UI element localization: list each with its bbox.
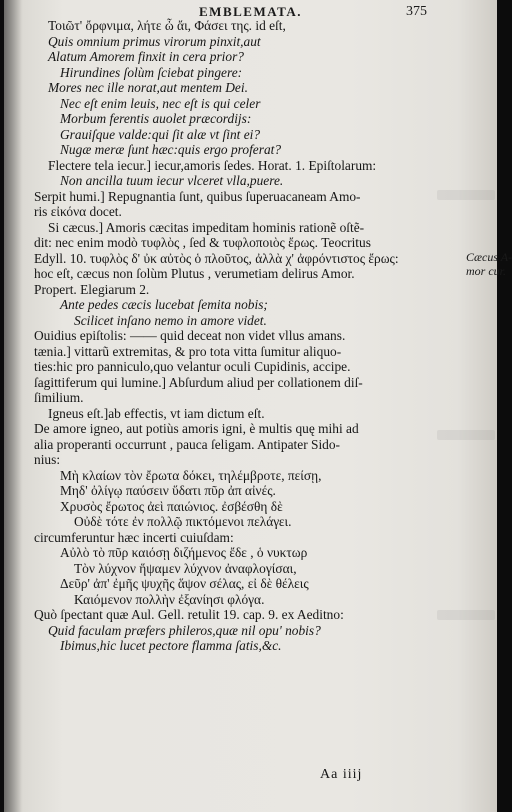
text-line: Igneus eſt.]ab effectis, vt iam dictum eſt. (48, 405, 265, 421)
text-line: Quis omnium primus virorum pinxit,aut (48, 33, 261, 49)
text-line: Propert. Elegiarum 2. (34, 281, 150, 297)
margin-note-line: Cæcus A- (466, 250, 512, 264)
text-line: Δεῦρ' ἀπ' ἐμῆς ψυχῆς ἅψον σέλας, εἰ δὲ θέλεις (60, 576, 309, 591)
text-line: Οὐδὲ τότε ἐν πολλῷ πικτόμενοι πελάγει. (74, 514, 292, 529)
text-line: Hirundines ſolùm ſciebat pingere: (60, 64, 243, 80)
text-line: Ante pedes cæcis lucebat ſemita nobis; (60, 297, 268, 312)
text-line: Mores nec ille norat,aut mentem Dei. (48, 80, 248, 95)
text-line: Non ancilla tuum iecur vlceret vlla,puere. (60, 173, 284, 188)
text-line: ties:hic pro panniculo,quo velantur oculi Cupidinis, accipe. (34, 359, 351, 374)
text-line: alia properanti occurrunt , pauca ſeligam. Antipater Sido- (34, 436, 341, 452)
text-line: ſagittiferum qui lumine.] Abſurdum aliud per collationem diſ- (34, 374, 363, 390)
text-line: Χρυσὸς ἔρωτος ἀεὶ παιώνιος. ἐσβέσθη δὲ (60, 498, 283, 514)
text-line: Nec eſt enim leuis, nec eſt is qui celer (60, 95, 261, 111)
text-line: Nugæ meræ ſunt hæc:quis ergo proferat? (60, 142, 282, 157)
text-line: Flectere tela iecur.] iecur,amoris ſedes. Horat. 1. Epiſtolarum: (48, 157, 377, 173)
text-line: ſimilium. (34, 390, 84, 405)
show-through-mark (437, 190, 495, 200)
binding-shadow (4, 0, 22, 812)
text-line: Quid faculam præfers phileros,quæ nil opu' nobis? (48, 622, 321, 638)
text-line: Αὐλὸ τὸ πῦρ καιόσῃ διζήμενος ἔδε , ὁ νυκτωρ (60, 545, 308, 560)
text-line: tænia.] vittarũ extremitas, & pro tota vitta ſumitur aliquo- (34, 343, 342, 359)
text-line: Ouidius epiſtolis: —— quid deceat non videt vllus amans. (34, 328, 346, 343)
text-line: Serpit humi.] Repugnantia ſunt, quibus ſuperuacaneam Amo- (34, 188, 361, 204)
margin-note-line: mor cur. (466, 264, 507, 278)
text-line: Edyll. 10. τυφλὸς δ' ὐκ αὐτὸς ὁ πλοῦτος, ἀλλὰ χ' ἀφρόντιστος ἔρως: (34, 250, 399, 266)
margin-note (466, 250, 512, 278)
text-line: De amore igneo, aut potiùs amoris igni, è multis quę mihi ad (34, 421, 359, 436)
book-page (4, 0, 512, 812)
text-line: circumferuntur hæc incerti cuiuſdam: (34, 529, 234, 545)
text-line: Grauiſque valde:qui ſit alæ vt ſint ei? (60, 126, 261, 142)
text-line: Τοιῶτ' ὄρφνιμα, λήτε ὦ ἄι, Φάσει της. id eſt, (48, 18, 286, 33)
show-through-mark (437, 610, 495, 620)
text-line: Morbum ferentis auolet præcordijs: (60, 111, 252, 126)
text-line: Si cæcus.] Amoris cæcitas impeditam hominis rationẽ oſtẽ- (48, 219, 365, 235)
text-line: Scilicet inſano nemo in amore videt. (74, 312, 267, 328)
text-line: Ibimus,hic lucet pectore flamma ſatis,&c. (60, 638, 282, 653)
text-line: Μηδ' ὀλίγῳ παύσειν ὕδατι πῦρ ἀπ αἰνές. (60, 483, 276, 498)
text-line: Τὸν λύχνον ἥψαμεν λύχνον ἀναφλογίσαι, (74, 560, 297, 576)
show-through-mark (437, 430, 495, 440)
text-line: ris εἰκόνα docet. (34, 204, 122, 219)
page-number: 375 (406, 4, 427, 19)
text-line: Alatum Amorem finxit in cera prior? (48, 49, 245, 64)
text-line: hoc eſt, cæcus non ſolùm Plutus , verumetiam delirus Amor. (34, 266, 355, 281)
text-line: Quò ſpectant quæ Aul. Gell. retulit 19. cap. 9. ex Aeditno: (34, 607, 344, 622)
text-line: nius: (34, 452, 61, 467)
signature-mark: Aa iiij (320, 767, 363, 782)
text-line: Μὴ κλαίων τὸν ἔρωτα δόκει, τηλέμβροτε, πείσῃ, (60, 467, 322, 483)
running-head: EMBLEMATA. (199, 4, 302, 19)
text-line: Καιόμενον πολλὴν ἐξανίησι φλόγα. (74, 591, 265, 607)
text-line: dit: nec enim modò τυφλὸς , ſed & τυφλοποιὸς ἔρως. Teocritus (34, 235, 371, 250)
page-text (34, 18, 444, 654)
